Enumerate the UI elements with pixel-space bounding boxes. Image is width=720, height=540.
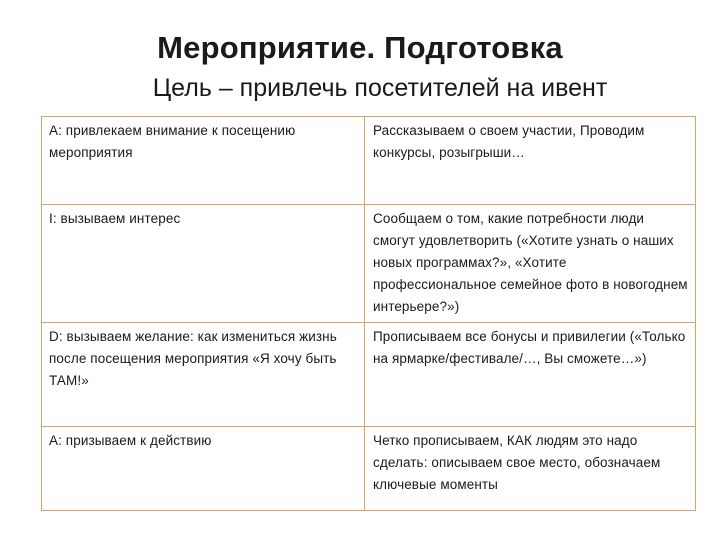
stage-cell: I: вызываем интерес [42, 205, 365, 323]
table-row [42, 323, 696, 427]
action-cell: Четко прописываем, КАК людям это надо сделать: описываем свое место, обозначаем ключевые моменты [365, 427, 696, 511]
stage-cell: D: вызываем желание: как измениться жизнь после посещения мероприятия «Я хочу быть ТАМ!» [42, 323, 365, 427]
table-row [42, 205, 696, 323]
action-cell: Сообщаем о том, какие потребности люди смогут удовлетворить («Хотите узнать о наших новых программах?», «Хотите профессиональное семейное фото в новогоднем интерьере?») [365, 205, 696, 323]
action-cell: Рассказываем о своем участии, Проводим конкурсы, розыгрыши… [365, 117, 696, 205]
stage-cell: А: призываем к действию [42, 427, 365, 511]
slide-title: Мероприятие. Подготовка [157, 30, 563, 65]
table-row [42, 117, 696, 205]
aida-table [41, 116, 696, 511]
action-cell: Прописываем все бонусы и привилегии («Только на ярмарке/фестивале/…, Вы сможете…») [365, 323, 696, 427]
table-row [42, 427, 696, 511]
stage-cell: А: привлекаем внимание к посещению мероприятия [42, 117, 365, 205]
slide-subtitle: Цель – привлечь посетителей на ивент [152, 74, 608, 102]
